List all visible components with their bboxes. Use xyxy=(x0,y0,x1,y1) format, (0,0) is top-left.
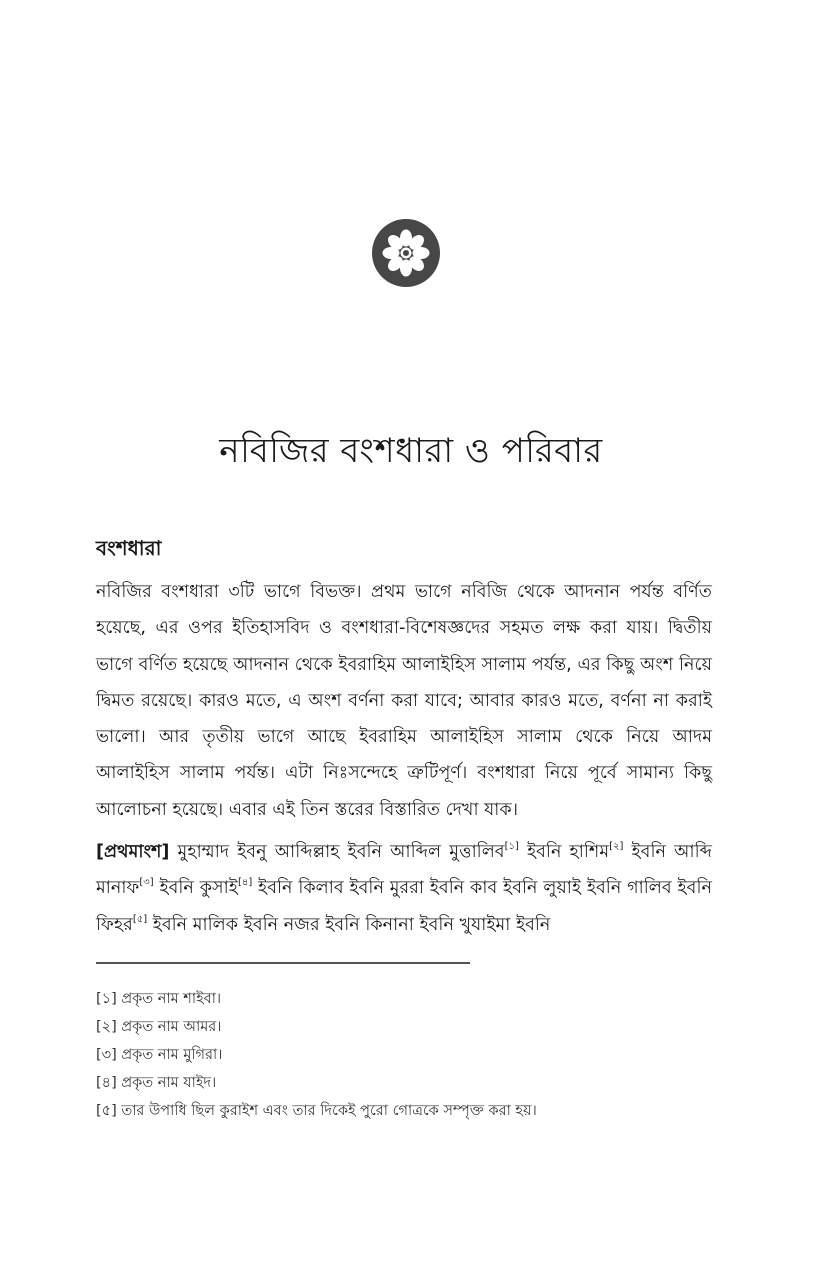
paragraph-lineage xyxy=(96,834,712,943)
footnote-ref[interactable]: [১] xyxy=(504,841,519,853)
lineage-text: ইবনি কুসাই xyxy=(153,878,238,899)
flower-rosette-icon xyxy=(371,218,441,288)
footnote-item: [২] প্রকৃত নাম আমর। xyxy=(96,1019,222,1035)
paragraph-intro: নবিজির বংশধারা ৩টি ভাগে বিভক্ত। প্রথম ভাগে নবিজি থেকে আদনান পর্যন্ত বর্ণিত হয়েছে, এর ওপর ইতিহাসবিদ ও বংশধারা-বিশেষজ্ঞদের সহমত লক্ষ করা যায়। দ্বিতীয় ভাগে বর্ণিত হয়েছে আদনান থেকে ইবরাহিম আলাইহিস সালাম পর্যন্ত, এর কিছু অংশ নিয়ে দ্বিমত রয়েছে। কারও মতে, এ অংশ বর্ণনা করা যাবে; আবার কারও মতে, বর্ণনা না করাই ভালো। আর তৃতীয় ভাগে আছে ইবরাহিম আলাইহিস সালাম থেকে নিয়ে আদম আলাইহিস সালাম পর্যন্ত। এটা নিঃসন্দেহে ত্রুটিপূর্ণ। বংশধারা নিয়ে পূর্বে সামান্য কিছু আলোচনা হয়েছে। এবার এই তিন স্তরের বিস্তারিত দেখা যাক। xyxy=(96,582,712,820)
footnote-item: [৪] প্রকৃত নাম যাইদ। xyxy=(96,1075,217,1091)
paragraph-lead: [প্রথমাংশ] xyxy=(96,842,170,863)
footnote-list xyxy=(96,985,736,1125)
lineage-text: মুহাম্মাদ ইবনু আব্দিল্লাহ ইবনি আব্দিল মুত্তালিব xyxy=(169,842,505,863)
footnote-ref[interactable]: [৩] xyxy=(139,877,154,889)
footnote-item: [৩] প্রকৃত নাম মুগিরা। xyxy=(96,1047,223,1063)
section-heading: বংশধারা xyxy=(96,536,162,560)
footnote-item: [৫] তার উপাধি ছিল কুরাইশ এবং তার দিকেই পুরো গোত্রকে সম্পৃক্ত করা হয়। xyxy=(96,1103,537,1119)
footnote-ref[interactable]: [২] xyxy=(609,841,624,853)
lineage-text: ইবনি হাশিম xyxy=(518,842,610,863)
footnote-ref[interactable]: [৪] xyxy=(237,877,253,889)
chapter-title: নবিজির বংশধারা ও পরিবার xyxy=(219,431,603,471)
footnote-item: [১] প্রকৃত নাম শাইবা। xyxy=(96,991,222,1007)
footnote-ref[interactable]: [৫] xyxy=(132,913,148,925)
footnote-divider xyxy=(96,962,470,964)
lineage-text: ইবনি মালিক ইবনি নজর ইবনি কিনানা ইবনি খুযাইমা ইবনি xyxy=(147,914,551,935)
lineage-text: ইবনি কিলাব ইবনি মুররা ইবনি কাব ইবনি লুয়াই ইবনি গালিব ইবনি ফিহর xyxy=(96,878,712,935)
body-text xyxy=(96,574,712,943)
lineage-text: ইবনি আব্দি মানাফ xyxy=(96,842,712,899)
